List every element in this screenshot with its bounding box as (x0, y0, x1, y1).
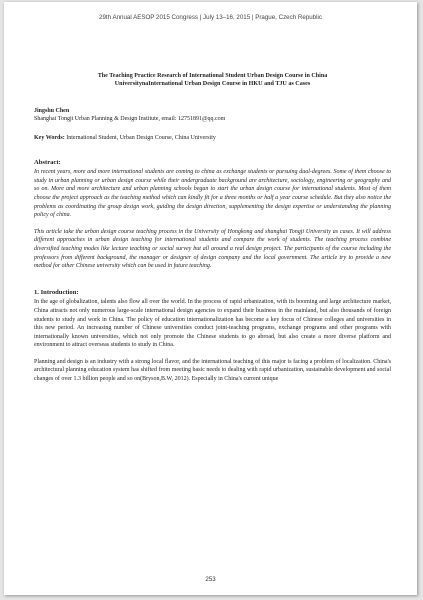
abstract-heading: Abstract: (34, 158, 61, 166)
author-affiliation: Shanghai Tongji Urban Planning & Design Institute, email: 12751891@qq.com (34, 116, 226, 123)
keywords-text: International Student, Urban Design Course, China University (64, 135, 216, 141)
author-name: Jingshu Chen (34, 107, 70, 114)
abstract-paragraph-1: In recent years, more and more international students are coming to china as exchange students or pursuing dual-degrees. Some of them choose to study in urban planning or urban design course while their undergraduate background are architecture, sociology, engineering or geography and so on. More and more architecture and urban planning schools began to start the urban design course for international students. Most of them choose the project approach as the teaching method which can kindly fit for a three months or half a year course schedule. But they also notice the problems as coordinating the group design work, guiding the design direction, supplementing the design expertise or understanding the planning policy of china. (34, 169, 391, 219)
running-header: 29th Annual AESOP 2015 Congress | July 13–16, 2015 | Prague, Czech Republic (99, 14, 322, 21)
abstract-section (34, 159, 391, 271)
paper-title-line-2: UniversitynaInternational Urban Design Course in HKU and TJU as Cases (114, 81, 311, 88)
introduction-paragraph-1: In the age of globalization, talents also flow all over the world. In the process of rapid urbanization, with its booming and large architecture market, China attracts not only numerous large-scale international design agencies to expand their business in the mainland, but also thousands of foreign students to study and work in China. The policy of education internationalization has become a key focus of Chinese colleges and universities in this new period. An increasing number of Chinese universities conduct joint-teaching programs, exchange programs and other programs with internationally known universities, which not only promote the Chinese students to go abroad, but also create a more diverse platform and environment to attract overseas students to study in China. (34, 299, 391, 349)
document-page (4, 2, 417, 595)
paper-title (34, 72, 391, 89)
page-content (34, 72, 391, 392)
paper-title-line-1: The Teaching Practice Research of International Student Urban Design Course in China (97, 73, 328, 79)
abstract-paragraph-2: This article take the urban design course teaching process in the University of Hongkong and shanghai Tongji University as cases. It will address different approaches in urban design teaching for international students and compare the work of students. The teaching process combine diversified teaching modes like lecture teaching or social survey but all around a real design project. The participants of the course including the professors from different background, the manager or designer of design company and the local government. The article try to provide a new method for other Chinese university which can be used in future teaching. (34, 228, 391, 270)
keywords-label: Key Words: (34, 135, 65, 141)
introduction-heading: 1. Introduction: (34, 288, 79, 296)
keywords (34, 134, 391, 143)
introduction-paragraph-2: Planning and design is an industry with a strong local flavor, and the international teaching of this major is facing a problem of localization. China's architectural planning education system has shifted from meeting basic needs to dealing with rapid urbanization, sustainable development and social changes of over 1.3 billion people and so on(Bryson,B.W, 2012). Especially in China's current unique (34, 358, 391, 383)
introduction-section (34, 289, 391, 384)
page-number: 253 (205, 576, 216, 583)
